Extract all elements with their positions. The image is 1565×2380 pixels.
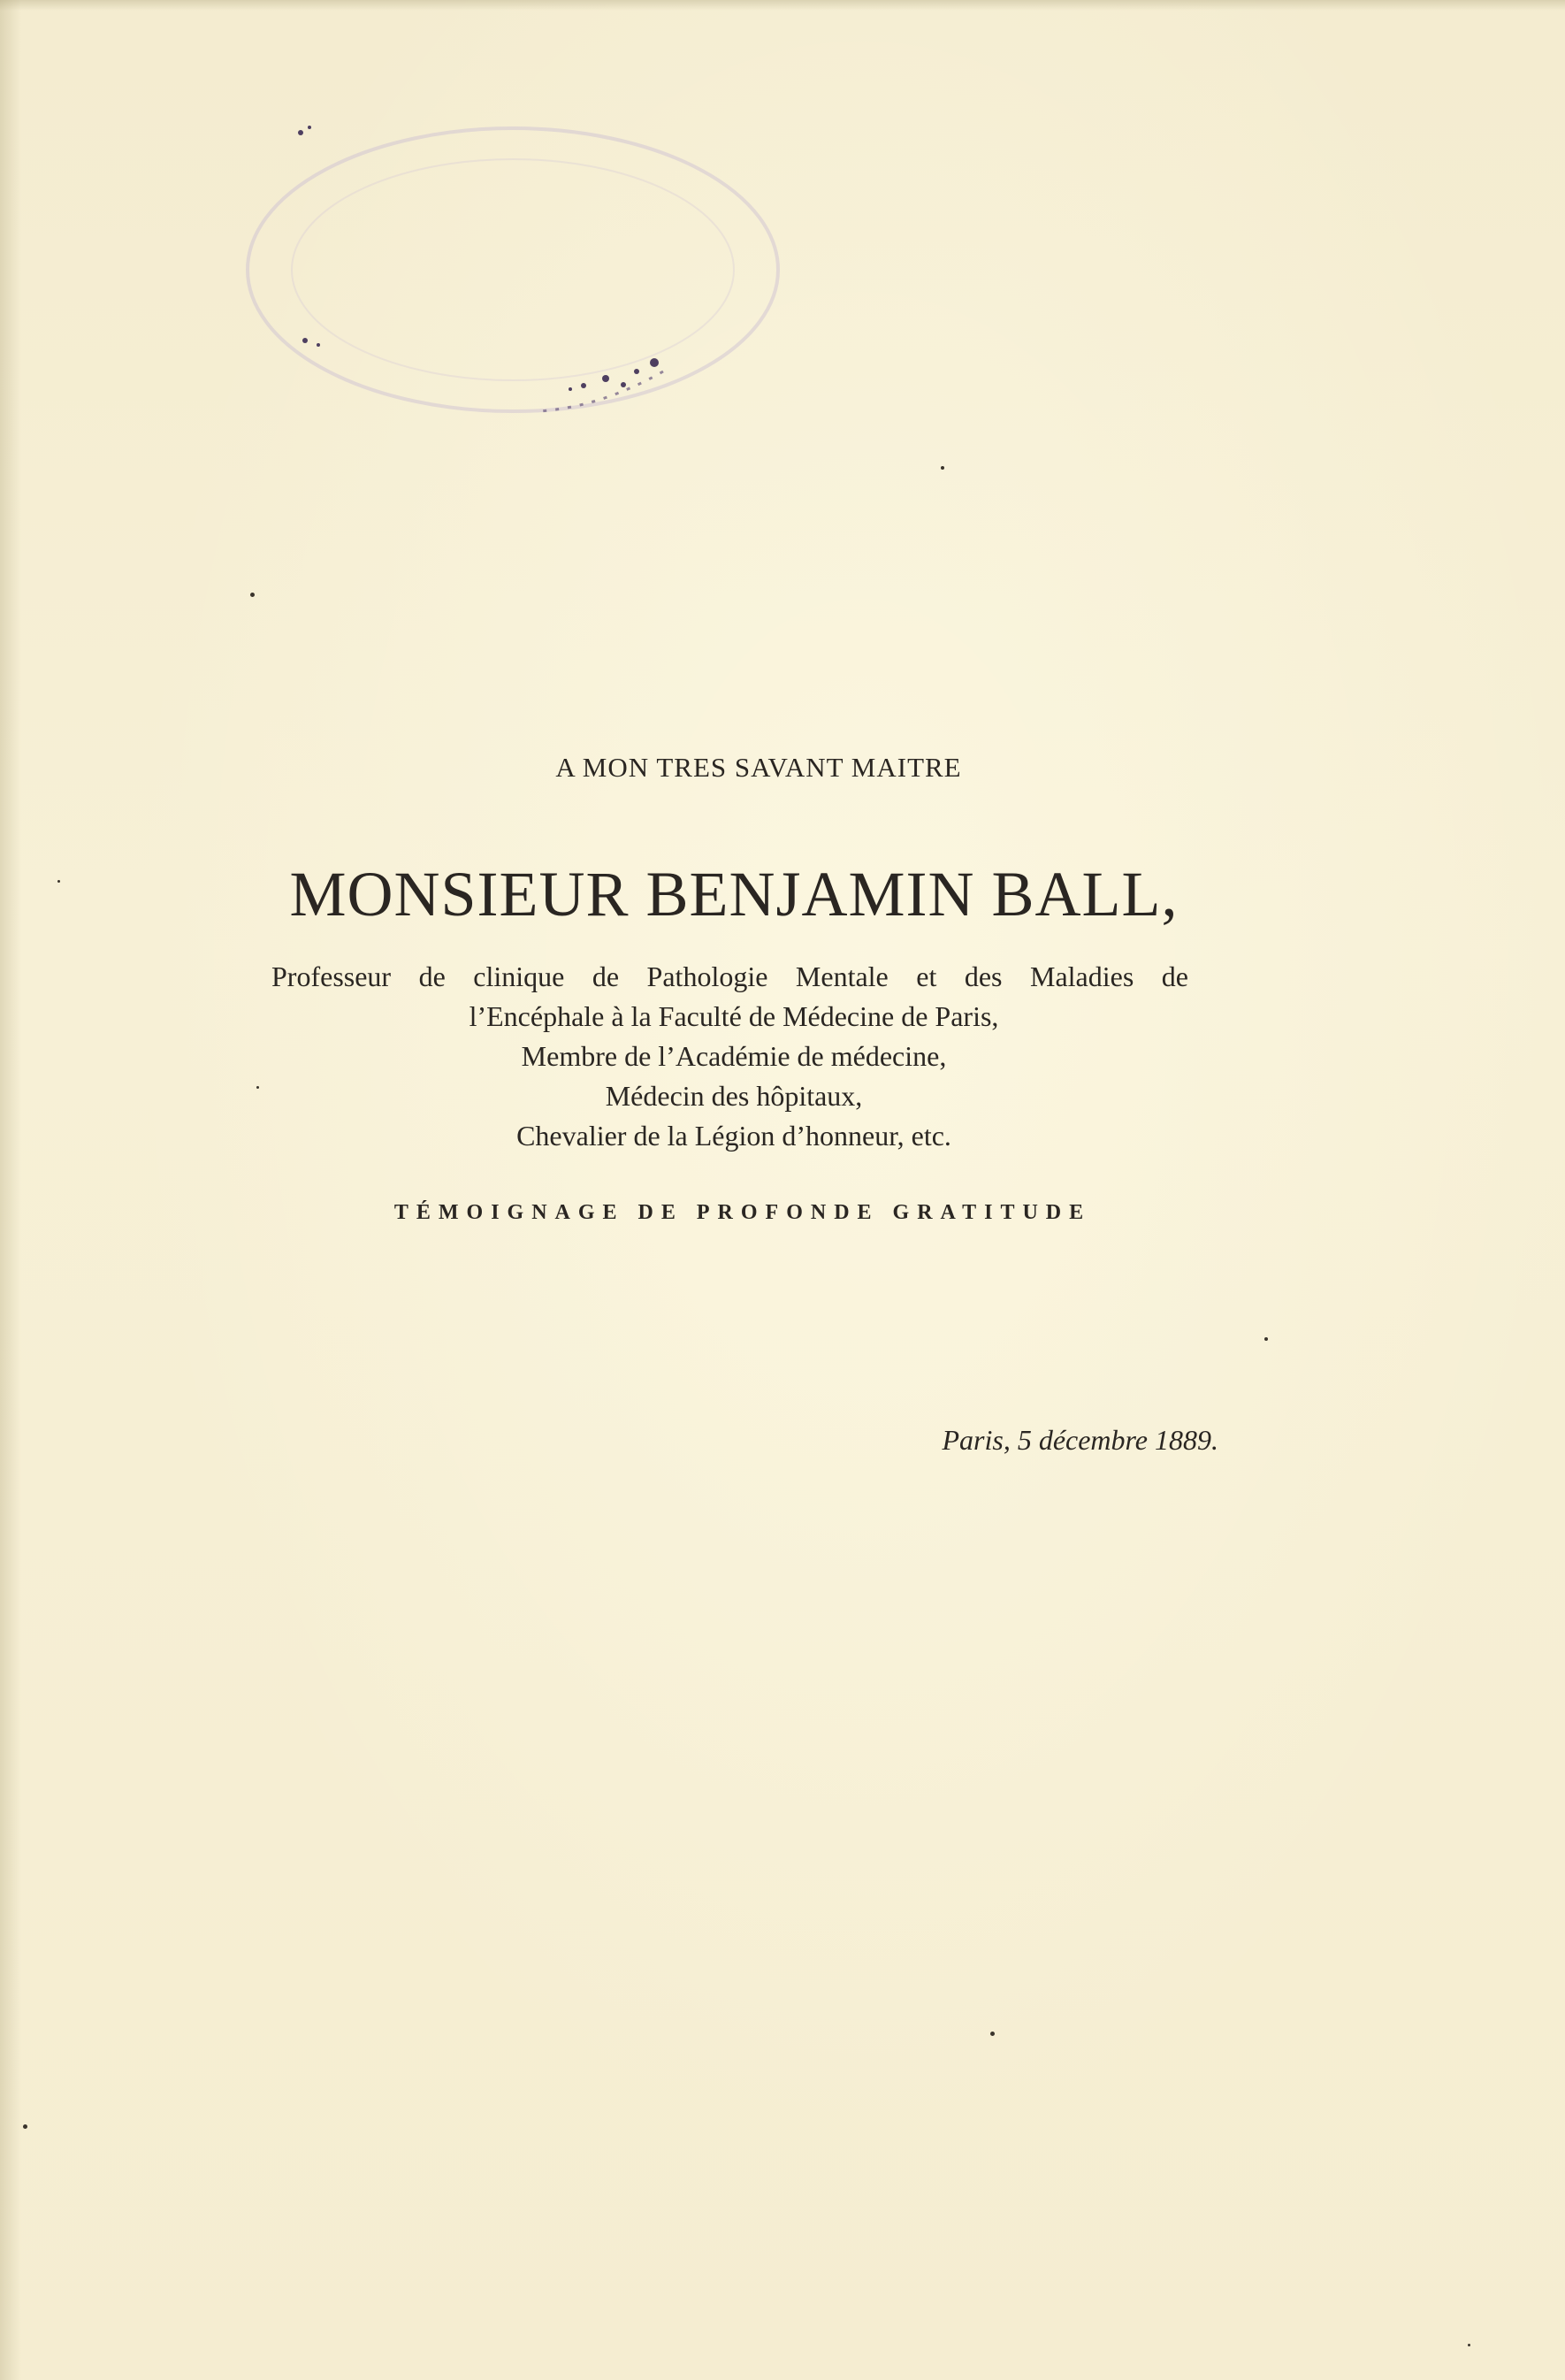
title-line: Membre de l’Académie de médecine, <box>521 1040 947 1072</box>
page-top-shadow <box>0 0 1565 11</box>
paper-speck <box>23 2124 27 2129</box>
title-line: Professeur de clinique de Pathologie Mentale et des Maladies de <box>271 960 1188 992</box>
tribute-line: TÉMOIGNAGE DE PROFONDE GRATITUDE <box>393 1201 1092 1224</box>
paper-speck <box>1468 2344 1470 2346</box>
title-line: Chevalier de la Légion d’honneur, etc. <box>516 1120 951 1152</box>
paper-speck <box>941 466 944 470</box>
library-stamp-icon <box>221 115 805 433</box>
paper-speck <box>1264 1337 1268 1341</box>
title-line: l’Encéphale à la Faculté de Médecine de Paris, <box>469 1000 999 1032</box>
dedication-heading: A MON TRES SAVANT MAITRE <box>555 752 962 783</box>
paper-speck <box>250 593 255 597</box>
paper-speck <box>256 1086 259 1089</box>
paper-speck <box>990 2032 995 2036</box>
recipient-titles <box>221 957 1247 1156</box>
title-line: Médecin des hôpitaux, <box>605 1080 863 1112</box>
recipient-name: MONSIEUR BENJAMIN BALL, <box>289 859 1179 930</box>
place-date: Paris, 5 décembre 1889. <box>942 1424 1218 1456</box>
page-edge-shadow <box>0 0 21 2380</box>
paper-speck <box>57 880 60 883</box>
